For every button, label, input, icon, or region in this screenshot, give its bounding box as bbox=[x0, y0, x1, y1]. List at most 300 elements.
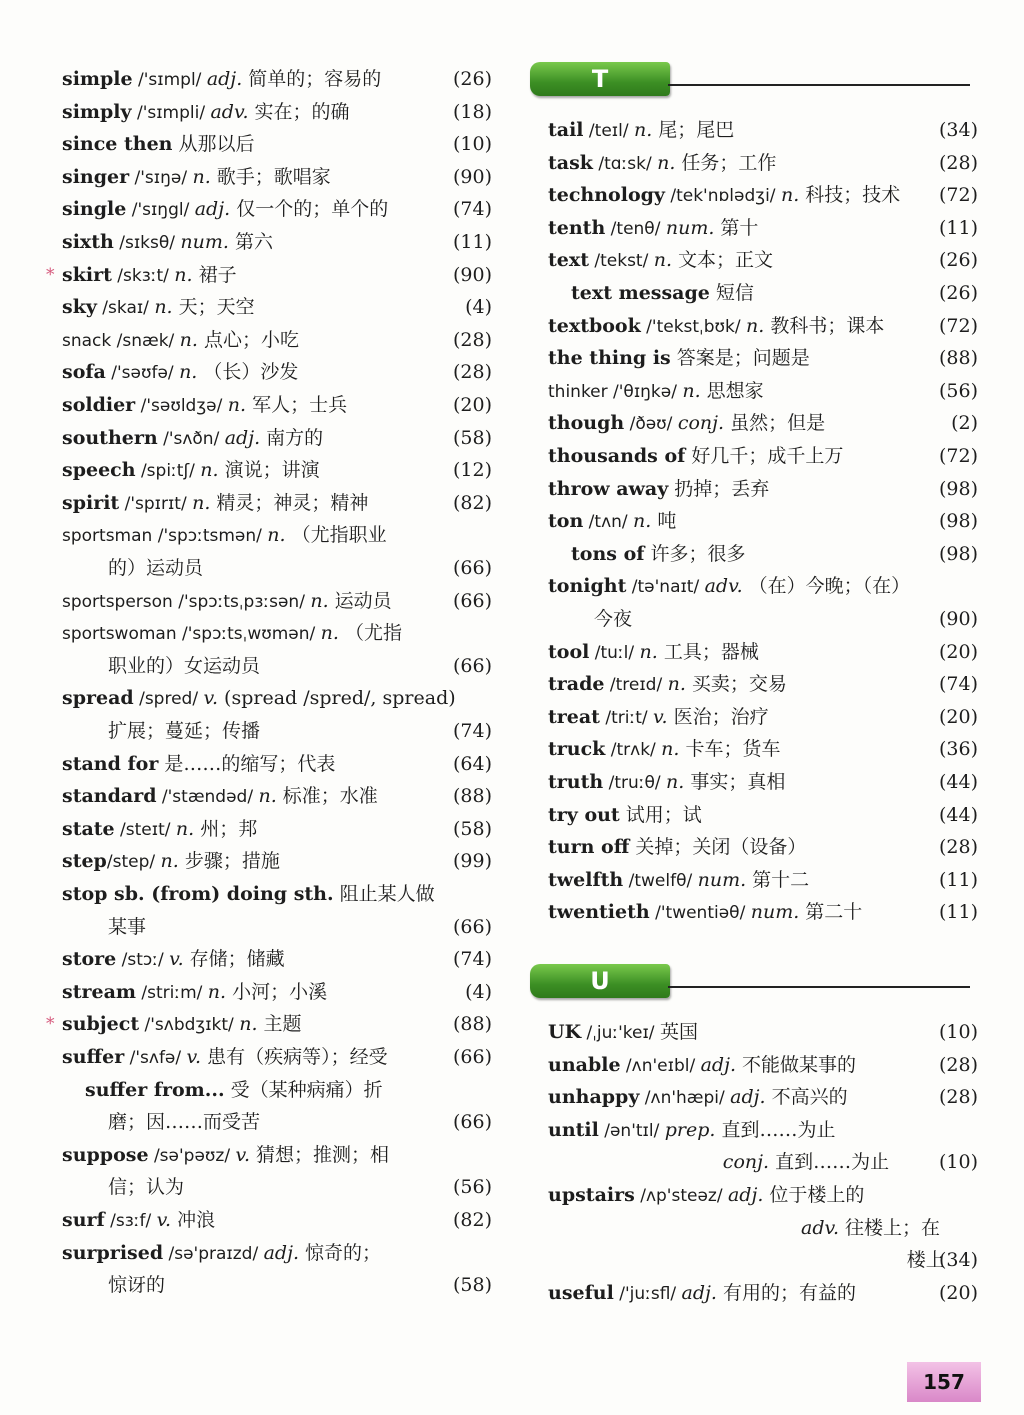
part-of-speech: v. bbox=[186, 1046, 202, 1068]
star-marker: * bbox=[46, 264, 55, 285]
part-of-speech: n. bbox=[239, 1013, 258, 1036]
part-of-speech: adj. bbox=[727, 1184, 764, 1206]
headword: twentieth bbox=[548, 901, 650, 924]
phonetic: /stɔː/ bbox=[116, 950, 170, 971]
phonetic: /'sɪmpl/ bbox=[132, 70, 207, 90]
definition: 不能做某事的 bbox=[736, 1053, 857, 1076]
phonetic: sportsperson /'spɔːtsˌpɜːsən/ bbox=[62, 591, 311, 612]
definition: 步骤；措施 bbox=[178, 850, 280, 873]
entry-line bbox=[62, 356, 298, 388]
entry-line bbox=[548, 831, 806, 863]
entry-line bbox=[548, 636, 759, 668]
entry-line bbox=[62, 96, 350, 128]
definition: 扩展；蔓延；传播 bbox=[108, 719, 261, 742]
headword: standard bbox=[62, 785, 157, 808]
page-reference: (26) bbox=[452, 68, 492, 90]
part-of-speech: adv. bbox=[704, 575, 743, 598]
definition: 裙子 bbox=[192, 263, 237, 286]
entry-line bbox=[62, 259, 237, 291]
phonetic: sportsman /'spɔːtsmən/ bbox=[62, 526, 268, 547]
entry-line bbox=[62, 422, 323, 454]
part-of-speech: num. bbox=[665, 216, 715, 239]
page-reference: (44) bbox=[938, 771, 978, 793]
part-of-speech: n. bbox=[780, 184, 800, 207]
definition: 某事 bbox=[108, 915, 147, 938]
entry-line bbox=[62, 976, 327, 1008]
entry-line bbox=[62, 63, 381, 95]
page-reference: (56) bbox=[452, 1176, 492, 1199]
entry-line bbox=[62, 1204, 215, 1236]
phonetic: /tenθ/ bbox=[605, 218, 666, 239]
definition: 猜想；推测；相 bbox=[250, 1143, 390, 1166]
definition: 南方的 bbox=[260, 426, 324, 449]
page-reference: (66) bbox=[452, 1111, 492, 1134]
phonetic: /'sɪŋgl/ bbox=[126, 200, 195, 221]
definition: 演说；讲演 bbox=[218, 459, 320, 482]
headword: speech bbox=[62, 459, 136, 482]
phonetic: /tʌn/ bbox=[583, 512, 634, 533]
part-of-speech: n. bbox=[160, 850, 179, 873]
definition: （长）沙发 bbox=[197, 361, 299, 384]
headword: store bbox=[62, 948, 117, 971]
definition: 是……的缩写；代表 bbox=[158, 752, 336, 775]
phonetic: /teɪl/ bbox=[583, 121, 634, 141]
definition: 第十二 bbox=[746, 868, 810, 891]
phonetic: /'tekstˌbʊk/ bbox=[640, 316, 747, 337]
phonetic: /ʌp'steəz/ bbox=[634, 1186, 728, 1206]
phonetic: /'sʌbdʒɪkt/ bbox=[139, 1015, 240, 1036]
entry-line bbox=[62, 226, 273, 258]
entry-line bbox=[548, 147, 776, 179]
entry-line bbox=[62, 617, 402, 649]
page-reference: (90) bbox=[452, 165, 492, 188]
headword: tons of bbox=[571, 542, 645, 565]
entry-line bbox=[548, 896, 862, 928]
entry-line bbox=[548, 473, 769, 505]
definition: 思想家 bbox=[700, 379, 764, 402]
definition: 科技；技术 bbox=[799, 184, 901, 207]
phonetic: /ˌjuː'keɪ/ bbox=[581, 1023, 660, 1043]
part-of-speech: n. bbox=[682, 379, 701, 402]
definition: 歌手；歌唱家 bbox=[210, 165, 331, 188]
definition: 信；认为 bbox=[108, 1176, 185, 1199]
part-of-speech: n. bbox=[200, 459, 219, 482]
headword: step bbox=[62, 850, 107, 873]
definition: 有用的；有益的 bbox=[716, 1281, 857, 1304]
definition: 阻止某人做 bbox=[333, 883, 435, 905]
entry-line bbox=[548, 701, 769, 733]
page-reference: (66) bbox=[452, 654, 492, 677]
page-reference: (28) bbox=[938, 1086, 978, 1109]
definition: 试用；试 bbox=[619, 803, 702, 826]
entry-line bbox=[85, 1074, 383, 1106]
headword: text message bbox=[571, 282, 710, 304]
phonetic: /'sʌðn/ bbox=[157, 428, 225, 449]
part-of-speech: conj. bbox=[677, 412, 725, 435]
page-reference: (66) bbox=[452, 556, 492, 579]
definition: 位于楼上的 bbox=[763, 1184, 865, 1206]
definition: 教科书；课本 bbox=[764, 314, 885, 337]
page-reference: (82) bbox=[452, 1209, 492, 1231]
definition: 卡车；货车 bbox=[679, 738, 781, 761]
entry-line bbox=[548, 505, 676, 537]
headword: try out bbox=[548, 803, 620, 826]
definition: 第十 bbox=[714, 216, 759, 239]
entry-line bbox=[62, 1008, 302, 1040]
entry-line bbox=[62, 813, 257, 845]
part-of-speech: v. bbox=[156, 1209, 172, 1231]
part-of-speech: v. bbox=[203, 687, 218, 710]
entry-line bbox=[571, 277, 754, 309]
headword: surprised bbox=[62, 1241, 164, 1264]
entry-line bbox=[548, 1114, 835, 1146]
headword: stream bbox=[62, 980, 136, 1003]
page-reference: (28) bbox=[452, 361, 492, 384]
phonetic: /ʌn'hæpi/ bbox=[639, 1088, 731, 1109]
phonetic: /ən'tɪl/ bbox=[598, 1120, 665, 1141]
definition: 军人；士兵 bbox=[246, 394, 348, 416]
definition: 磨；因……而受苦 bbox=[108, 1111, 261, 1134]
part-of-speech: n. bbox=[666, 771, 685, 793]
definition: 事实；真相 bbox=[684, 771, 786, 793]
page-reference: (11) bbox=[938, 216, 978, 239]
definition: 简单的；容易的 bbox=[242, 68, 382, 90]
entry-line bbox=[548, 310, 884, 342]
headword: singer bbox=[62, 165, 130, 188]
phonetic: thinker /'θɪŋkə/ bbox=[548, 381, 683, 402]
headword: southern bbox=[62, 426, 158, 449]
page-reference: (10) bbox=[938, 1151, 978, 1174]
phonetic: /'spɪrɪt/ bbox=[119, 493, 193, 514]
page-reference: (74) bbox=[938, 673, 978, 696]
headword: technology bbox=[548, 184, 665, 207]
definition: 惊奇的； bbox=[299, 1241, 382, 1264]
headword: surf bbox=[62, 1209, 105, 1231]
definition: （尤指职业 bbox=[285, 524, 387, 547]
part-of-speech: n. bbox=[633, 510, 652, 533]
page-reference: (74) bbox=[452, 198, 492, 221]
page-reference: (58) bbox=[452, 1274, 492, 1297]
definition: 小河；小溪 bbox=[226, 980, 328, 1003]
definition: 尾；尾巴 bbox=[652, 119, 735, 141]
phonetic: /tekst/ bbox=[588, 251, 654, 272]
part-of-speech: v. bbox=[653, 705, 668, 728]
headword: textbook bbox=[548, 314, 641, 337]
entry-line bbox=[62, 748, 335, 780]
entry-continuation-line bbox=[108, 715, 260, 747]
section-header-t bbox=[530, 62, 970, 102]
part-of-speech: n. bbox=[746, 314, 765, 337]
headword: simply bbox=[62, 100, 132, 123]
page-reference: (82) bbox=[452, 491, 492, 514]
entry-line bbox=[62, 878, 435, 910]
headword: tool bbox=[548, 640, 590, 663]
section-rule bbox=[668, 84, 970, 86]
phonetic: /skaɪ/ bbox=[96, 298, 155, 319]
page-reference: (90) bbox=[938, 607, 978, 630]
part-of-speech: n. bbox=[179, 328, 198, 351]
phonetic: /'sɪŋə/ bbox=[129, 167, 193, 188]
entry-line bbox=[62, 454, 320, 486]
headword: sixth bbox=[62, 231, 114, 253]
page-reference: (90) bbox=[452, 263, 492, 286]
phonetic: /truːθ/ bbox=[603, 773, 667, 793]
definition: 的）运动员 bbox=[108, 556, 204, 579]
section-letter-tab: U bbox=[530, 964, 670, 998]
phonetic: /'sʌfə/ bbox=[124, 1048, 187, 1068]
headword: state bbox=[62, 817, 115, 840]
definition: 仅一个的；单个的 bbox=[230, 198, 389, 221]
entry-continuation-line bbox=[594, 603, 632, 635]
part-of-speech: adv. bbox=[801, 1216, 840, 1239]
headword: soldier bbox=[62, 394, 136, 416]
definition: 医治；治疗 bbox=[667, 705, 769, 728]
entry-line bbox=[62, 324, 299, 356]
headword: truck bbox=[548, 738, 606, 761]
definition: (spread /spred/, spread) bbox=[218, 687, 456, 710]
page-reference: (11) bbox=[938, 868, 978, 891]
headword: subject bbox=[62, 1013, 140, 1036]
page-reference: (58) bbox=[452, 426, 492, 449]
definition: 工具；器械 bbox=[657, 640, 759, 663]
entry-line bbox=[548, 733, 781, 765]
page-reference: (4) bbox=[465, 296, 492, 319]
part-of-speech: adv. bbox=[210, 100, 249, 123]
headword: sky bbox=[62, 296, 97, 319]
definition: 关掉；关闭（设备） bbox=[629, 836, 807, 859]
page-reference: (28) bbox=[938, 836, 978, 859]
part-of-speech: n. bbox=[657, 151, 676, 174]
phonetic: /skɜːt/ bbox=[111, 265, 175, 286]
entry-line bbox=[548, 244, 773, 276]
headword: the thing is bbox=[548, 347, 671, 370]
entry-line bbox=[548, 766, 785, 798]
phonetic: /spred/ bbox=[133, 689, 204, 710]
headword: useful bbox=[548, 1281, 614, 1304]
phonetic: /trʌk/ bbox=[605, 740, 662, 761]
page-reference: (11) bbox=[452, 231, 492, 253]
definition: 今夜 bbox=[594, 607, 633, 630]
part-of-speech: adj. bbox=[730, 1086, 766, 1109]
headword: unable bbox=[548, 1053, 621, 1076]
page-reference: (64) bbox=[452, 752, 492, 775]
definition: 许多；很多 bbox=[644, 542, 746, 565]
phonetic: /'juːsfl/ bbox=[613, 1283, 682, 1304]
headword: tail bbox=[548, 119, 584, 141]
phonetic: /'səʊldʒə/ bbox=[135, 396, 228, 416]
headword: text bbox=[548, 249, 589, 272]
entry-line bbox=[548, 407, 825, 439]
definition: 虽然；但是 bbox=[724, 412, 826, 435]
headword: suffer from... bbox=[85, 1078, 225, 1101]
phonetic: /'twentiəθ/ bbox=[649, 903, 751, 924]
entry-continuation-line bbox=[108, 1171, 184, 1203]
page-reference: (58) bbox=[452, 817, 492, 840]
headword: skirt bbox=[62, 263, 112, 286]
headword: suppose bbox=[62, 1143, 149, 1166]
headword: thousands of bbox=[548, 445, 686, 467]
phonetic: /tuːl/ bbox=[589, 642, 640, 663]
definition: 好几千；成千上万 bbox=[685, 445, 844, 467]
page-reference: (98) bbox=[938, 477, 978, 500]
part-of-speech: n. bbox=[154, 296, 173, 319]
page-reference: (72) bbox=[938, 184, 978, 207]
page-reference: (88) bbox=[452, 1013, 492, 1036]
part-of-speech: n. bbox=[174, 263, 193, 286]
entry-line bbox=[62, 193, 388, 225]
part-of-speech: num. bbox=[697, 868, 747, 891]
entry-line bbox=[548, 864, 809, 896]
part-of-speech: adj. bbox=[263, 1241, 300, 1264]
entry-line bbox=[548, 1081, 848, 1113]
phonetic: /triːt/ bbox=[599, 707, 654, 728]
definition: 第二十 bbox=[799, 901, 863, 924]
phonetic: /ʌn'eɪbl/ bbox=[620, 1055, 701, 1076]
entry-continuation-line bbox=[108, 552, 203, 584]
entry-line bbox=[548, 1277, 856, 1309]
phonetic: /sə'praɪzd/ bbox=[163, 1243, 264, 1264]
phonetic: /tə'naɪt/ bbox=[626, 577, 705, 598]
part-of-speech: n. bbox=[192, 165, 211, 188]
definition: 从那以后 bbox=[172, 133, 255, 156]
part-of-speech: n. bbox=[661, 738, 680, 761]
entry-continuation-line bbox=[801, 1212, 940, 1244]
definition: 惊讶的 bbox=[108, 1274, 166, 1297]
phonetic: /treɪd/ bbox=[604, 675, 668, 696]
page-reference: (10) bbox=[452, 133, 492, 156]
page-reference: (74) bbox=[452, 719, 492, 742]
page-reference: (26) bbox=[938, 249, 978, 272]
definition: 点心；小吃 bbox=[197, 328, 299, 351]
page-reference: (72) bbox=[938, 314, 978, 337]
page-reference: (18) bbox=[452, 100, 492, 123]
definition: 短信 bbox=[709, 282, 754, 304]
entry-line bbox=[62, 1041, 388, 1073]
part-of-speech: n. bbox=[653, 249, 673, 272]
headword: simple bbox=[62, 68, 133, 90]
page-reference: (12) bbox=[452, 459, 492, 482]
part-of-speech: prep. bbox=[664, 1118, 716, 1141]
entry-line bbox=[62, 585, 392, 617]
page-reference: (20) bbox=[938, 1281, 978, 1304]
entry-line bbox=[548, 179, 900, 211]
definition: 扔掉；丢弃 bbox=[668, 477, 770, 500]
part-of-speech: num. bbox=[180, 231, 229, 253]
definition: 天；天空 bbox=[172, 296, 255, 319]
page-reference: (66) bbox=[452, 589, 492, 612]
page-reference: (26) bbox=[938, 282, 978, 304]
section-rule bbox=[668, 986, 970, 988]
definition: 吨 bbox=[651, 510, 677, 533]
part-of-speech: adj. bbox=[681, 1281, 717, 1304]
definition: 职业的）女运动员 bbox=[108, 654, 261, 677]
part-of-speech: conj. bbox=[722, 1151, 770, 1174]
page-reference: (66) bbox=[452, 915, 492, 938]
part-of-speech: n. bbox=[258, 785, 277, 808]
headword: until bbox=[548, 1118, 599, 1141]
entry-line bbox=[62, 128, 255, 160]
headword: truth bbox=[548, 771, 604, 793]
entry-line bbox=[548, 375, 764, 407]
definition: 直到……为止 bbox=[715, 1118, 836, 1141]
headword: unhappy bbox=[548, 1086, 640, 1109]
entry-line bbox=[62, 780, 378, 812]
entry-continuation-line bbox=[108, 911, 146, 943]
page-reference: (11) bbox=[938, 901, 978, 924]
part-of-speech: v. bbox=[235, 1143, 251, 1166]
definition: （在）今晚；（在） bbox=[742, 575, 911, 598]
part-of-speech: adj. bbox=[224, 426, 261, 449]
entry-line bbox=[548, 1179, 864, 1211]
headword: throw away bbox=[548, 477, 669, 500]
page-reference: (28) bbox=[938, 151, 978, 174]
section-header-u bbox=[530, 964, 970, 1004]
definition: 精灵；神灵；精神 bbox=[210, 491, 369, 514]
part-of-speech: adj. bbox=[194, 198, 231, 221]
entry-line bbox=[548, 440, 843, 472]
headword: spirit bbox=[62, 491, 120, 514]
definition: 第六 bbox=[228, 231, 273, 253]
entry-line bbox=[62, 845, 280, 877]
page-reference: (34) bbox=[938, 1249, 978, 1272]
definition: 买卖；交易 bbox=[685, 673, 787, 696]
part-of-speech: n. bbox=[207, 980, 227, 1003]
definition: 实在；的确 bbox=[248, 100, 350, 123]
phonetic: /'sɪmpli/ bbox=[131, 102, 211, 123]
definition: 冲浪 bbox=[171, 1209, 216, 1231]
headword: upstairs bbox=[548, 1184, 635, 1206]
page-number: 157 bbox=[907, 1362, 981, 1402]
entry-line bbox=[548, 1049, 856, 1081]
definition: 不高兴的 bbox=[765, 1086, 848, 1109]
phonetic: snack /snæk/ bbox=[62, 330, 180, 351]
part-of-speech: n. bbox=[175, 817, 195, 840]
headword: suffer bbox=[62, 1046, 125, 1068]
entry-line bbox=[571, 538, 745, 570]
page-reference: (72) bbox=[938, 445, 978, 467]
phonetic: /spiːtʃ/ bbox=[135, 461, 201, 482]
part-of-speech: adj. bbox=[206, 68, 243, 90]
headword: twelfth bbox=[548, 868, 624, 891]
star-marker: * bbox=[46, 1014, 55, 1035]
part-of-speech: n. bbox=[310, 589, 329, 612]
entry-line bbox=[548, 342, 810, 374]
entry-continuation-line bbox=[108, 1106, 260, 1138]
part-of-speech: v. bbox=[169, 948, 184, 971]
headword: turn off bbox=[548, 836, 630, 859]
headword: UK bbox=[548, 1021, 582, 1043]
page-reference: (20) bbox=[938, 705, 978, 728]
headword: task bbox=[548, 151, 593, 174]
entry-line bbox=[62, 389, 347, 421]
phonetic: /'səʊfə/ bbox=[105, 363, 180, 384]
phonetic: /tɑːsk/ bbox=[592, 153, 658, 174]
entry-continuation-line bbox=[723, 1146, 889, 1178]
page-reference: (98) bbox=[938, 510, 978, 533]
page-reference: (88) bbox=[938, 347, 978, 370]
headword: tenth bbox=[548, 216, 606, 239]
entry-line bbox=[548, 799, 702, 831]
entry-line bbox=[62, 1237, 381, 1269]
entry-line bbox=[62, 519, 387, 551]
definition: 答案是；问题是 bbox=[670, 347, 810, 370]
entry-line bbox=[62, 943, 285, 975]
entry-line bbox=[62, 487, 368, 519]
page-reference: (36) bbox=[938, 738, 978, 761]
entry-line bbox=[62, 682, 456, 714]
part-of-speech: n. bbox=[192, 491, 211, 514]
page-reference: (99) bbox=[452, 850, 492, 873]
